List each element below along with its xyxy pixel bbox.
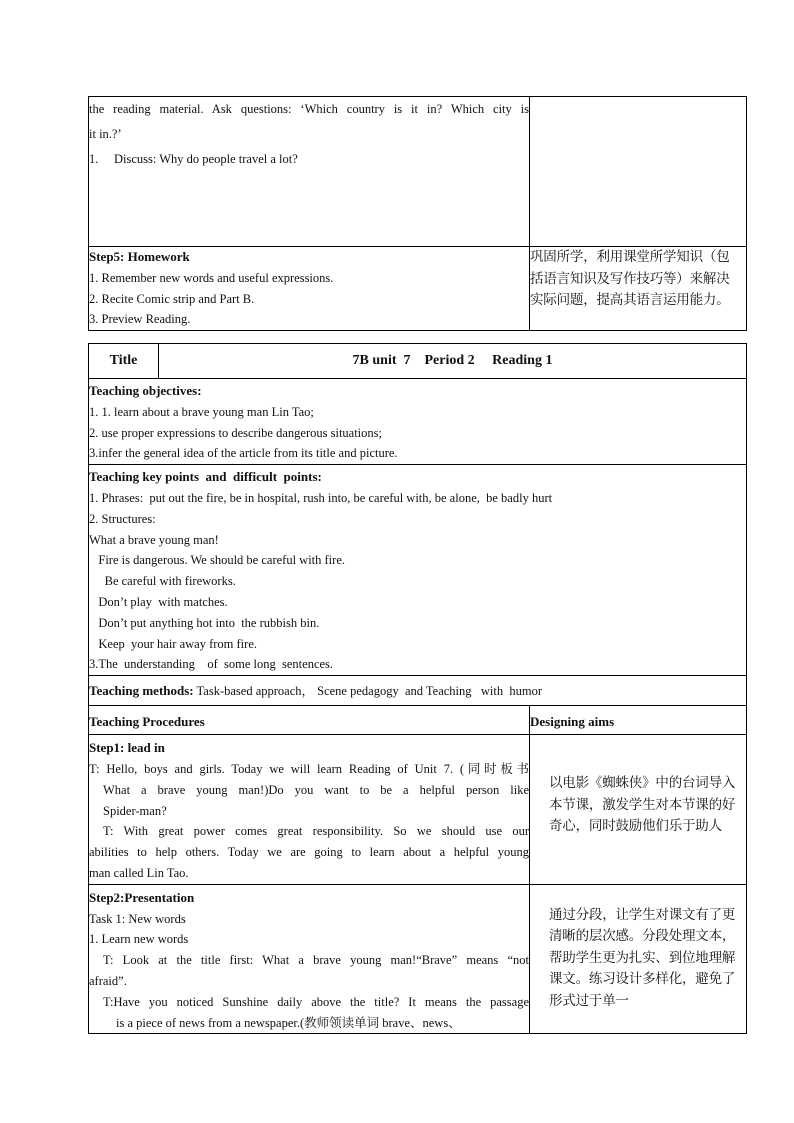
aim-line: 通过分段，让学生对课文有了更 <box>549 906 736 923</box>
step2-cell <box>89 884 530 1034</box>
methods-cell <box>89 676 747 706</box>
table-row <box>89 884 747 1034</box>
text-line: Don’t play with matches. <box>89 594 228 609</box>
reading-material-cell <box>89 97 530 247</box>
text-line: What a brave young man! <box>89 532 219 547</box>
step2-aim-cell <box>530 884 747 1034</box>
aim-line: 奇心，同时鼓励他们乐于助人 <box>549 818 722 835</box>
text-line: 3.infer the general idea of the article from its title and picture. <box>89 446 398 461</box>
aims-header <box>530 706 747 735</box>
text-line: Keep your hair away from fire. <box>89 636 257 651</box>
section-heading: Step1: lead in <box>89 740 165 756</box>
text-line: Fire is dangerous. We should be careful with fire. <box>89 553 345 568</box>
aim-line: 本节课，激发学生对本节课的好 <box>549 796 736 813</box>
column-header: Designing aims <box>530 714 615 730</box>
aim-line: 以电影《蜘蛛侠》中的台词导入 <box>549 775 736 792</box>
procedures-header <box>89 706 530 735</box>
lesson-title: 7B unit 7 Period 2 Reading 1 <box>159 344 747 379</box>
section-heading: Teaching key points and difficult points: <box>89 469 322 485</box>
homework-aim-cell <box>530 247 747 331</box>
section-heading: Teaching objectives: <box>89 383 202 398</box>
aim-line: 形式过于单一 <box>549 992 629 1009</box>
aim-line: 括语言知识及写作技巧等）来解决 <box>530 270 730 287</box>
text-line: afraid”. <box>89 973 127 988</box>
text-line: Spider-man? <box>103 803 167 818</box>
text-line: it in.?’ <box>89 126 122 141</box>
text-line: T: With great power comes great responsibility. So we should use our <box>103 824 529 839</box>
text-line: 1. 1. learn about a brave young man Lin Tao; <box>89 404 314 419</box>
text-line: is a piece of news from a newspaper.(教师领读单词 brave、news、 <box>116 1015 461 1030</box>
step1-cell <box>89 735 530 885</box>
text-line: What a brave young man!)Do you want to be a helpful person like <box>103 782 529 797</box>
table-row <box>89 676 747 706</box>
text-line: Don’t put anything hot into the rubbish bin. <box>89 615 320 630</box>
text-line: T:Have you noticed Sunshine daily above the title? It means the passage <box>103 994 529 1009</box>
aim-line: 实际问题，提高其语言运用能力。 <box>530 292 730 308</box>
text-line: abilities to help others. Today we are going to learn about a helpful young <box>89 845 529 860</box>
step1-aim-cell <box>530 735 747 885</box>
homework-cell <box>89 247 530 331</box>
text-line: 2. Recite Comic strip and Part B. <box>89 291 255 306</box>
table-row <box>89 465 747 676</box>
text-line: the reading material. Ask questions: ‘Which country is it in? Which city is <box>89 102 529 116</box>
aim-line: 巩固所学，利用课堂所学知识（包 <box>530 249 730 265</box>
text-line: 1. Phrases: put out the fire, be in hospital, rush into, be careful with, be alone, be badly hurt <box>89 490 553 505</box>
table-row <box>89 706 747 735</box>
lesson-table-main <box>88 378 747 1034</box>
text-line: T: Look at the title first: What a brave young man!“Brave” means “not <box>103 953 529 968</box>
text-line: Be careful with fireworks. <box>89 574 236 589</box>
table-row <box>89 247 747 331</box>
text-line: 3. Preview Reading. <box>89 312 191 327</box>
text-line: man called Lin Tao. <box>89 865 189 880</box>
key-points-cell <box>89 465 747 676</box>
text-line: 1. Discuss: Why do people travel a lot? <box>89 151 298 166</box>
text-line: 1. Learn new words <box>89 932 189 947</box>
methods-text: Task-based approach， Scene pedagogy and Teaching with humor <box>193 684 543 699</box>
empty-aim-cell <box>530 97 747 247</box>
section-heading: Step2:Presentation <box>89 889 195 905</box>
text-line: Task 1: New words <box>89 911 186 926</box>
lesson-table-top <box>88 96 747 331</box>
table-row <box>89 735 747 885</box>
objectives-cell <box>89 379 747 465</box>
text-line: 1. Remember new words and useful expressions. <box>89 270 334 285</box>
table-row <box>89 97 747 247</box>
column-header: Teaching Procedures <box>89 714 205 730</box>
section-heading: Teaching methods: <box>89 683 194 699</box>
text-line: T: Hello, boys and girls. Today we will learn Reading of Unit 7. (同时板书 <box>89 761 529 776</box>
table-row <box>89 344 747 379</box>
text-line: 2. Structures: <box>89 511 156 526</box>
section-heading: Step5: Homework <box>89 249 190 264</box>
aim-line: 帮助学生更为扎实、到位地理解 <box>549 949 736 966</box>
aim-line: 课文。练习设计多样化，避免了 <box>549 971 736 988</box>
title-label: Title <box>89 344 159 379</box>
title-table <box>88 343 747 379</box>
aim-line: 清晰的层次感。分段处理文本， <box>549 928 736 945</box>
text-line: 3.The understanding of some long sentences. <box>89 657 334 672</box>
table-row <box>89 379 747 465</box>
methods-line <box>89 681 746 702</box>
text-line: 2. use proper expressions to describe dangerous situations; <box>89 425 382 440</box>
